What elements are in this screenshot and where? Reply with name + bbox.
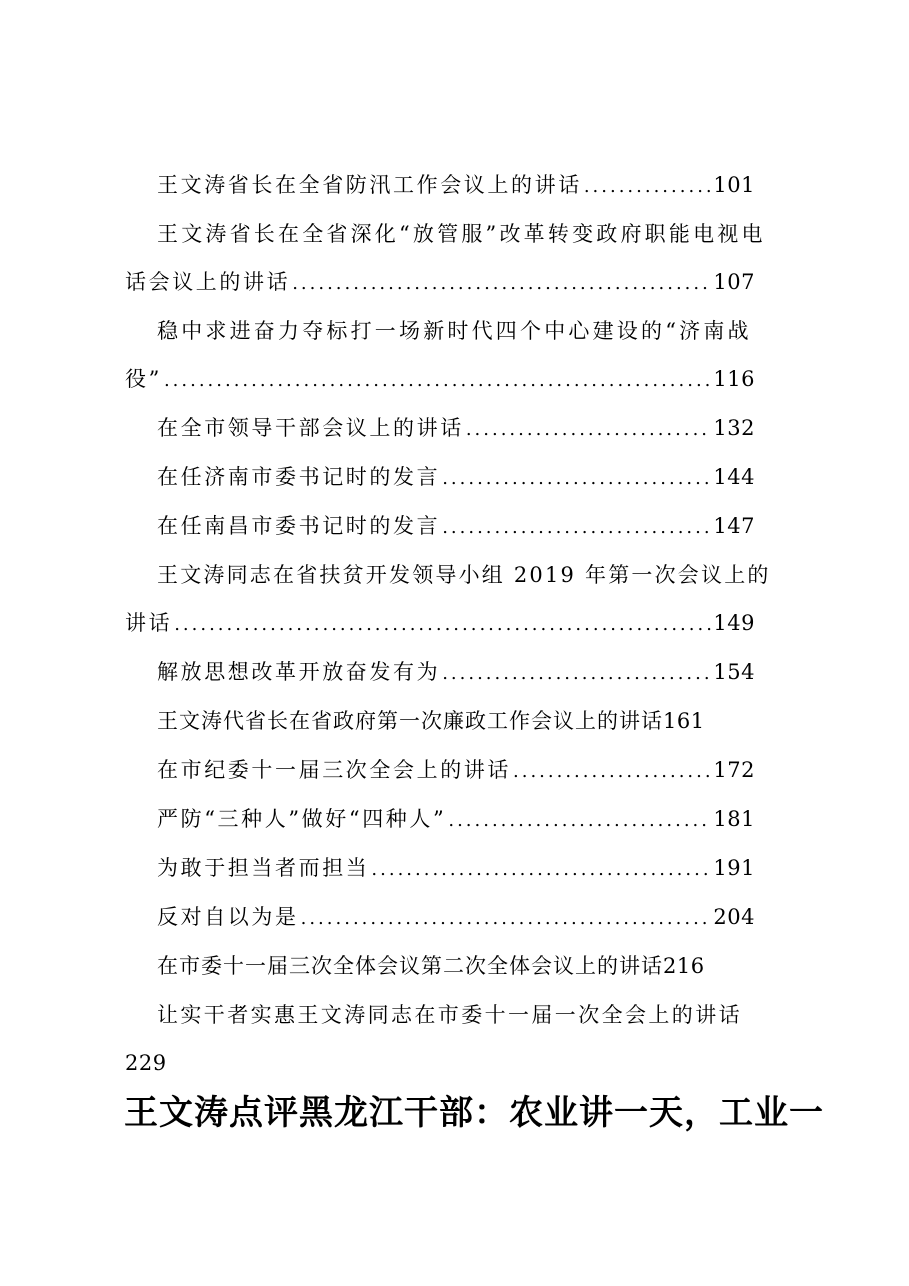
toc-entry[interactable]	[157, 803, 755, 835]
toc-entry-title: 解放思想改革开放奋发有为	[157, 660, 441, 684]
toc-leader-dots	[584, 171, 712, 203]
toc-leader-dots	[174, 609, 711, 641]
toc-entry[interactable]	[157, 218, 797, 250]
toc-entry[interactable]	[157, 950, 755, 982]
toc-entry[interactable]	[157, 852, 755, 884]
toc-entry[interactable]	[157, 461, 755, 493]
toc-entry-title: 在全市领导干部会议上的讲话	[157, 416, 464, 440]
toc-entry-title: 稳中求进奋力夺标打一场新时代四个中心建设的“济南战	[157, 319, 752, 343]
toc-entry-title: 役”	[125, 367, 162, 391]
toc-entry[interactable]	[157, 559, 797, 591]
toc-entry-title: 严防“三种人”做好“四种人”	[157, 807, 447, 831]
toc-entry-page: 101	[713, 173, 755, 197]
toc-entry-title: 在任南昌市委书记时的发言	[157, 514, 441, 538]
toc-leader-dots	[371, 854, 711, 886]
toc-leader-dots	[301, 903, 712, 935]
toc-entry-title: 在市纪委十一届三次全会上的讲话	[157, 758, 511, 782]
toc-entry[interactable]	[157, 754, 755, 786]
toc-entry-page: 149	[713, 611, 755, 635]
toc-entry-title: 讲话	[125, 611, 173, 635]
toc-entry-title: 王文涛同志在省扶贫开发领导小组 2019 年第一次会议上的	[157, 563, 771, 587]
toc-leader-dots	[442, 658, 711, 690]
toc-entry-continued[interactable]	[125, 363, 755, 395]
toc-entry-title: 王文涛省长在全省防汛工作会议上的讲话	[157, 173, 582, 197]
toc-entry-page: 132	[713, 416, 755, 440]
toc-entry-title: 为敢于担当者而担当	[157, 856, 370, 880]
toc-entry-title: 反对自以为是	[157, 905, 299, 929]
toc-entry-title: 王文涛省长在全省深化“放管服”改革转变政府职能电视电	[157, 222, 766, 246]
toc-entry-title: 话会议上的讲话	[125, 270, 291, 294]
toc-entry[interactable]	[157, 999, 797, 1031]
toc-entry-page: 154	[713, 660, 755, 684]
toc-entry-title: 王文涛代省长在省政府第一次廉政工作会议上的讲话	[157, 709, 663, 733]
toc-leader-dots	[448, 805, 711, 837]
toc-entry[interactable]	[157, 705, 755, 737]
toc-entry-page: 172	[713, 758, 755, 782]
toc-entry-page: 216	[663, 954, 705, 978]
toc-entry-page: 229	[125, 1051, 167, 1075]
toc-entry[interactable]	[157, 901, 755, 933]
toc-entry-page: 144	[713, 465, 755, 489]
toc-leader-dots	[466, 414, 712, 446]
toc-entry-continued[interactable]	[125, 607, 755, 639]
toc-entry-page: 181	[713, 807, 755, 831]
toc-entry-page: 161	[663, 709, 705, 733]
toc-entry-page: 147	[713, 514, 755, 538]
toc-entry[interactable]	[157, 510, 755, 542]
toc-entry-continued[interactable]	[125, 1047, 755, 1079]
toc-entry[interactable]	[157, 315, 797, 347]
toc-entry-page: 116	[713, 367, 755, 391]
toc-leader-dots	[442, 463, 711, 495]
toc-entry-title: 在任济南市委书记时的发言	[157, 465, 441, 489]
toc-entry[interactable]	[157, 412, 755, 444]
toc-entry-page: 191	[713, 856, 755, 880]
toc-leader-dots	[292, 268, 711, 300]
toc-leader-dots	[164, 365, 711, 397]
toc-entry-continued[interactable]	[125, 266, 755, 298]
toc-entry-page: 107	[713, 270, 755, 294]
toc-entry-title: 让实干者实惠王文涛同志在市委十一届一次全会上的讲话	[157, 1003, 742, 1027]
toc-leader-dots	[513, 756, 711, 788]
section-heading: 王文涛点评黑龙江干部：农业讲一天，工业一	[124, 1093, 824, 1133]
toc-entry[interactable]	[157, 169, 755, 201]
toc-leader-dots	[442, 512, 711, 544]
toc-entry[interactable]	[157, 656, 755, 688]
toc-entry-title: 在市委十一届三次全体会议第二次全体会议上的讲话	[157, 954, 663, 978]
toc-entry-page: 204	[713, 905, 755, 929]
